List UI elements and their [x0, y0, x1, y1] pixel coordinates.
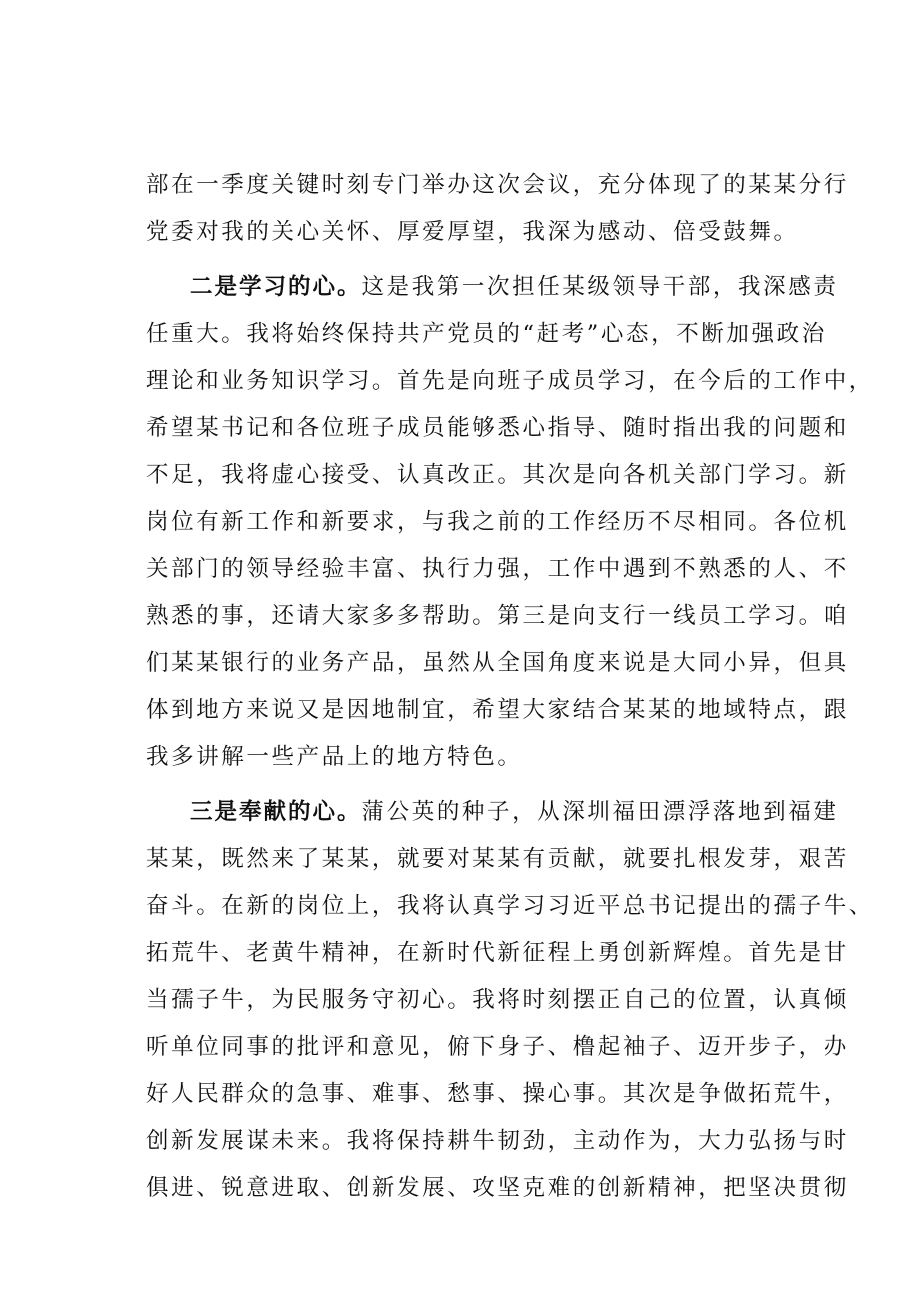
document-body	[146, 162, 874, 1212]
text-line: 不足，我将虚心接受、认真改正。其次是向各机关部门学习。新	[146, 462, 849, 488]
text-run: 这是我第一次担任某级领导干部，我深感责	[361, 274, 839, 300]
text-run: 蒲公英的种子，从深圳福田漂浮落地到福建	[361, 799, 839, 825]
text-line: 俱进、锐意进取、创新发展、攻坚克难的创新精神，把坚决贯彻	[146, 1175, 849, 1201]
text-line: 岗位有新工作和新要求，与我之前的工作经历不尽相同。各位机	[146, 509, 849, 535]
text-line: 拓荒牛、老黄牛精神，在新时代新征程上勇创新辉煌。首先是甘	[146, 940, 849, 966]
paragraph-3	[146, 789, 874, 1212]
paragraph-1	[146, 162, 849, 256]
paragraph-2	[146, 264, 874, 781]
text-line: 我多讲解一些产品上的地方特色。	[146, 744, 523, 770]
text-line: 理论和业务知识学习。首先是向班子成员学习，在今后的工作中，	[146, 368, 874, 394]
text-line: 熟悉的事，还请大家多多帮助。第三是向支行一线员工学习。咱	[146, 603, 849, 629]
paragraph-heading: 三是奉献的心。	[190, 799, 362, 825]
text-line: 体到地方来说又是因地制宜，希望大家结合某某的地域特点，跟	[146, 697, 849, 723]
text-line: 任重大。我将始终保持共产党员的“赶考”心态，不断加强政治	[146, 321, 827, 347]
paragraph-heading: 二是学习的心。	[190, 274, 362, 300]
text-line: 党委对我的关心关怀、厚爱厚望，我深为感动、倍受鼓舞。	[146, 219, 799, 245]
text-line: 听单位同事的批评和意见，俯下身子、橹起袖子、迈开步子，办	[146, 1034, 849, 1060]
paragraph-first-line	[146, 264, 839, 311]
text-line: 希望某书记和各位班子成员能够悉心指导、随时指出我的问题和	[146, 415, 849, 441]
text-line: 们某某银行的业务产品，虽然从全国角度来说是大同小异，但具	[146, 650, 849, 676]
text-line: 某某，既然来了某某，就要对某某有贡献，就要扎根发芽，艰苦	[146, 846, 849, 872]
text-line: 好人民群众的急事、难事、愁事、操心事。其次是争做拓荒牛，	[146, 1081, 849, 1107]
text-line: 部在一季度关键时刻专门举办这次会议，充分体现了的某某分行	[146, 172, 849, 198]
paragraph-first-line	[146, 789, 839, 836]
text-line: 当孺子牛，为民服务守初心。我将时刻摆正自己的位置，认真倾	[146, 987, 849, 1013]
text-line: 奋斗。在新的岗位上，我将认真学习习近平总书记提出的孺子牛、	[146, 893, 874, 919]
text-line: 关部门的领导经验丰富、执行力强，工作中遇到不熟悉的人、不	[146, 556, 849, 582]
text-line: 创新发展谋未来。我将保持耕牛韧劲，主动作为，大力弘扬与时	[146, 1128, 849, 1154]
